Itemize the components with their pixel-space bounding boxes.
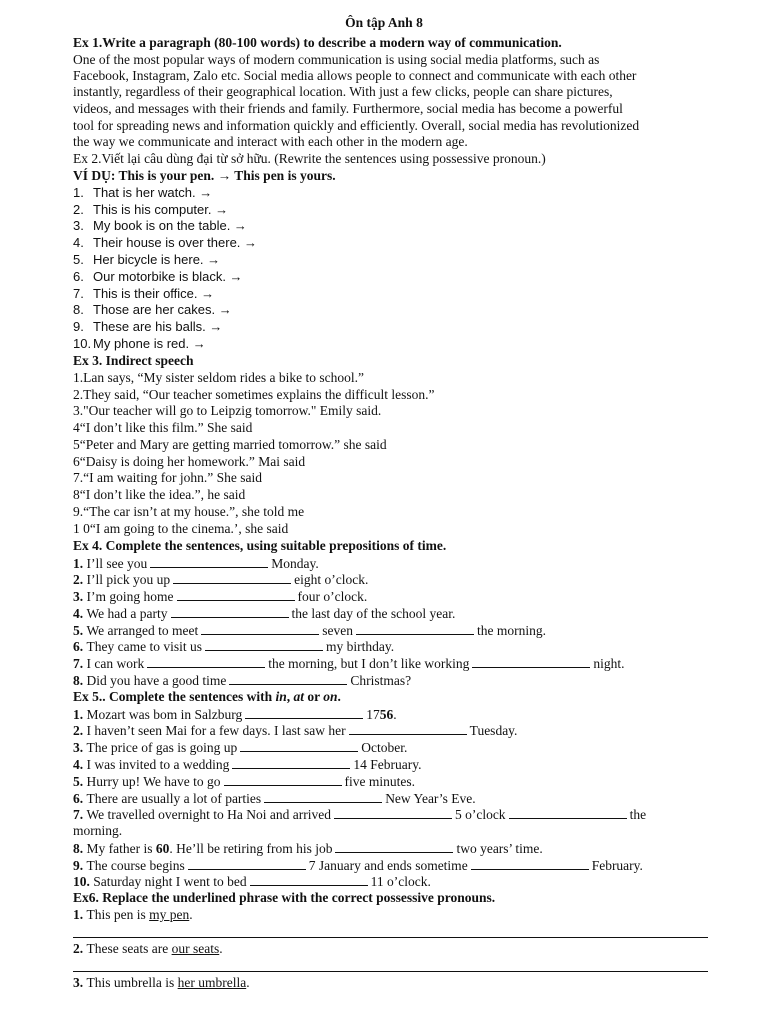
item-text: .: [219, 941, 223, 956]
item-text: My father is: [86, 841, 156, 856]
item-number: 2.: [73, 941, 87, 956]
item-number: 4.: [73, 606, 87, 621]
ex5-item: [73, 756, 733, 773]
item-text: This is his computer. →: [93, 202, 229, 217]
answer-blank[interactable]: [177, 588, 295, 601]
item-text: two years’ time.: [456, 841, 543, 856]
ex4-item: [73, 555, 733, 572]
item-number: 7.: [73, 656, 87, 671]
page-title: Ôn tập Anh 8: [345, 15, 423, 30]
item-number: 8.: [73, 302, 84, 317]
item-number: 3.: [73, 589, 87, 604]
item-text: New Year’s Eve.: [385, 791, 476, 806]
answer-line[interactable]: [73, 971, 708, 972]
ex4-item: [73, 638, 733, 655]
item-number: 7.: [73, 807, 87, 822]
ex6-item: [73, 975, 733, 991]
item-text: . He’ll be retiring from his job: [169, 841, 333, 856]
item-number: 9.: [73, 319, 84, 334]
ex3-item: 1.Lan says, “My sister seldom rides a bike to school.”: [73, 370, 364, 385]
ex1-paragraph-line: One of the most popular ways of modern communication is using social media platforms, such as: [73, 52, 600, 67]
ex1-paragraph-line: instantly, regardless of their geographical location. With just a few clicks, people can share pictures,: [73, 84, 613, 99]
item-number: 4.: [73, 757, 87, 772]
item-number: 10.: [73, 336, 92, 351]
ex5-item: [73, 873, 733, 890]
answer-blank[interactable]: [150, 555, 268, 568]
item-number: 6.: [73, 639, 87, 654]
underlined-phrase: our seats: [171, 941, 220, 956]
ex5-item: [73, 706, 733, 723]
answer-blank[interactable]: [356, 622, 474, 635]
item-text: We travelled overnight to Ha Noi and arrived: [86, 807, 331, 822]
ex4-item: [73, 672, 733, 689]
ex5-item: [73, 806, 733, 823]
item-text: Mozart was bom in Salzburg: [86, 707, 243, 722]
item-number: 1.: [73, 556, 87, 571]
item-text: the morning.: [476, 623, 546, 638]
item-number: 3.: [73, 218, 84, 233]
item-number: 1.: [73, 185, 84, 200]
ex1-paragraph-line: Facebook, Instagram, Zalo etc. Social media allows people to connect and communicate with each other: [73, 68, 637, 83]
item-text: February.: [591, 858, 643, 873]
ex1-paragraph-line: tool for spreading news and information quickly and efficiently. Overall, social media has revolutionized: [73, 118, 640, 133]
item-text: Christmas?: [350, 673, 412, 688]
ex6-item: [73, 907, 733, 923]
item-text: Their house is over there. →: [93, 235, 258, 250]
ex2-item: [73, 319, 733, 335]
item-text: This pen is: [86, 907, 150, 922]
ex2-item: [73, 336, 733, 352]
ex1-paragraph-line: videos, and messages with their friends and family. Furthermore, social media has become a powerful: [73, 101, 623, 116]
item-text: My book is on the table. →: [93, 218, 247, 233]
answer-blank[interactable]: [471, 857, 589, 870]
item-text: 7 January and ends sometime: [308, 858, 468, 873]
ex2-item: [73, 302, 733, 318]
item-number: 9.: [73, 858, 87, 873]
ex2-item: [73, 202, 733, 218]
ex2-item: [73, 218, 733, 234]
item-text: I can work: [86, 656, 145, 671]
item-number: 5.: [73, 623, 87, 638]
item-text: October.: [361, 740, 408, 755]
answer-line[interactable]: [73, 937, 708, 938]
item-text: four o’clock.: [297, 589, 368, 604]
ex4-item: [73, 571, 733, 588]
item-text: eight o’clock.: [294, 572, 369, 587]
ex5-item-continuation: morning.: [73, 823, 123, 838]
item-text: the: [629, 807, 647, 822]
ex5-item: [73, 857, 733, 874]
ex4-item: [73, 622, 733, 639]
item-text: Those are her cakes. →: [93, 302, 232, 317]
answer-blank[interactable]: [240, 739, 358, 752]
item-text: I haven’t seen Mai for a few days. I last saw her: [86, 723, 346, 738]
item-number: 4.: [73, 235, 84, 250]
item-text: The price of gas is going up: [86, 740, 238, 755]
item-text: These seats are: [86, 941, 172, 956]
item-text: five minutes.: [344, 774, 416, 789]
ex2-item: [73, 185, 733, 201]
item-text: .: [393, 707, 397, 722]
item-text: night.: [593, 656, 625, 671]
answer-blank[interactable]: [334, 806, 452, 819]
ex5-item: [73, 840, 733, 857]
ex5-item: [73, 739, 733, 756]
item-text: That is her watch. →: [93, 185, 213, 200]
ex3-item: 1 0“I am going to the cinema.’, she said: [73, 521, 289, 536]
ex2-heading: Ex 2.Viết lại câu dùng đại từ sở hữu. (Rewrite the sentences using possessive pronoun.): [73, 151, 546, 166]
ex4-item: [73, 588, 733, 605]
item-text: This umbrella is: [86, 975, 178, 990]
ex2-item: [73, 286, 733, 302]
item-text: 11 o’clock.: [370, 874, 431, 889]
answer-blank[interactable]: [509, 806, 627, 819]
answer-blank[interactable]: [171, 605, 289, 618]
item-text-bold: 60: [155, 841, 170, 856]
item-text: Her bicycle is here. →: [93, 252, 221, 267]
ex1-paragraph-line: the way we communicate and interact with each other in the modern age.: [73, 134, 468, 149]
ex4-item: [73, 655, 733, 672]
ex3-item: 6“Daisy is doing her homework.” Mai said: [73, 454, 306, 469]
item-text: Our motorbike is black. →: [93, 269, 243, 284]
ex5-item: [73, 773, 733, 790]
item-number: 5.: [73, 252, 84, 267]
item-number: 6.: [73, 269, 84, 284]
item-text: seven: [322, 623, 353, 638]
ex4-heading: Ex 4. Complete the sentences, using suitable prepositions of time.: [73, 538, 447, 553]
ex5-heading: Ex 5.. Complete the sentences with in, at or on.: [73, 689, 341, 704]
item-text: The course begins: [86, 858, 185, 873]
item-text: the morning, but I don’t like working: [268, 656, 470, 671]
item-text: Monday.: [271, 556, 319, 571]
item-text: I’ll see you: [86, 556, 148, 571]
ex3-item: 3."Our teacher will go to Leipzig tomorrow." Emily said.: [73, 403, 382, 418]
item-number: 1.: [73, 907, 87, 922]
item-number: 3.: [73, 975, 87, 990]
item-number: 2.: [73, 572, 87, 587]
item-text: Did you have a good time: [86, 673, 227, 688]
item-text: We had a party: [86, 606, 168, 621]
item-text: 14 February.: [353, 757, 422, 772]
ex3-item: 2.They said, “Our teacher sometimes explains the difficult lesson.”: [73, 387, 435, 402]
ex3-item: 5“Peter and Mary are getting married tomorrow.” she said: [73, 437, 387, 452]
item-number: 5.: [73, 774, 87, 789]
item-number: 7.: [73, 286, 84, 301]
answer-blank[interactable]: [335, 840, 453, 853]
answer-blank[interactable]: [205, 638, 323, 651]
answer-blank[interactable]: [188, 857, 306, 870]
item-number: 2.: [73, 723, 87, 738]
ex3-heading: Ex 3. Indirect speech: [73, 353, 194, 368]
ex3-item: 9.“The car isn’t at my house.”, she told me: [73, 504, 305, 519]
item-text: There are usually a lot of parties: [86, 791, 262, 806]
answer-blank[interactable]: [349, 722, 467, 735]
ex1-heading: Ex 1.Write a paragraph (80-100 words) to describe a modern way of communication.: [73, 35, 562, 50]
item-text: I’ll pick you up: [86, 572, 171, 587]
answer-blank[interactable]: [245, 706, 363, 719]
answer-blank[interactable]: [201, 622, 319, 635]
ex3-item: 4“I don’t like this film.” She said: [73, 420, 253, 435]
ex2-example: VÍ DỤ: This is your pen. → This pen is yours.: [73, 168, 336, 183]
item-text: Hurry up! We have to go: [86, 774, 221, 789]
answer-blank[interactable]: [224, 773, 342, 786]
ex2-item: [73, 235, 733, 251]
ex3-item: 7.“I am waiting for john.” She said: [73, 470, 262, 485]
ex2-item: [73, 252, 733, 268]
item-text: .: [189, 907, 193, 922]
answer-blank[interactable]: [472, 655, 590, 668]
item-number: 10.: [73, 874, 94, 889]
ex5-item: [73, 790, 733, 807]
item-number: 6.: [73, 791, 87, 806]
item-text: Tuesday.: [469, 723, 518, 738]
answer-blank[interactable]: [264, 790, 382, 803]
answer-blank[interactable]: [229, 672, 347, 685]
ex2-item: [73, 269, 733, 285]
underlined-phrase: her umbrella: [177, 975, 247, 990]
item-text: I was invited to a wedding: [86, 757, 230, 772]
ex6-heading: Ex6. Replace the underlined phrase with the correct possessive pronouns.: [73, 890, 496, 905]
ex4-item: [73, 605, 733, 622]
item-text: the last day of the school year.: [291, 606, 456, 621]
item-text: Saturday night I went to bed: [93, 874, 247, 889]
item-number: 2.: [73, 202, 84, 217]
item-text: These are his balls. →: [93, 319, 223, 334]
item-number: 8.: [73, 841, 87, 856]
ex5-item: [73, 722, 733, 739]
answer-blank[interactable]: [250, 873, 368, 886]
answer-blank[interactable]: [232, 756, 350, 769]
ex3-item: 8“I don’t like the idea.”, he said: [73, 487, 246, 502]
item-text: 5 o’clock: [454, 807, 506, 822]
underlined-phrase: my pen: [149, 907, 190, 922]
item-text: I’m going home: [86, 589, 174, 604]
item-number: 8.: [73, 673, 87, 688]
answer-blank[interactable]: [147, 655, 265, 668]
item-number: 3.: [73, 740, 87, 755]
item-text: My phone is red. →: [93, 336, 206, 351]
item-text: 17: [366, 707, 380, 722]
item-text-bold: 56: [379, 707, 394, 722]
item-text: This is their office. →: [93, 286, 215, 301]
item-text: .: [246, 975, 250, 990]
item-text: They came to visit us: [86, 639, 202, 654]
item-text: We arranged to meet: [86, 623, 199, 638]
item-number: 1.: [73, 707, 87, 722]
ex6-item: [73, 941, 733, 957]
answer-blank[interactable]: [173, 571, 291, 584]
item-text: my birthday.: [325, 639, 395, 654]
